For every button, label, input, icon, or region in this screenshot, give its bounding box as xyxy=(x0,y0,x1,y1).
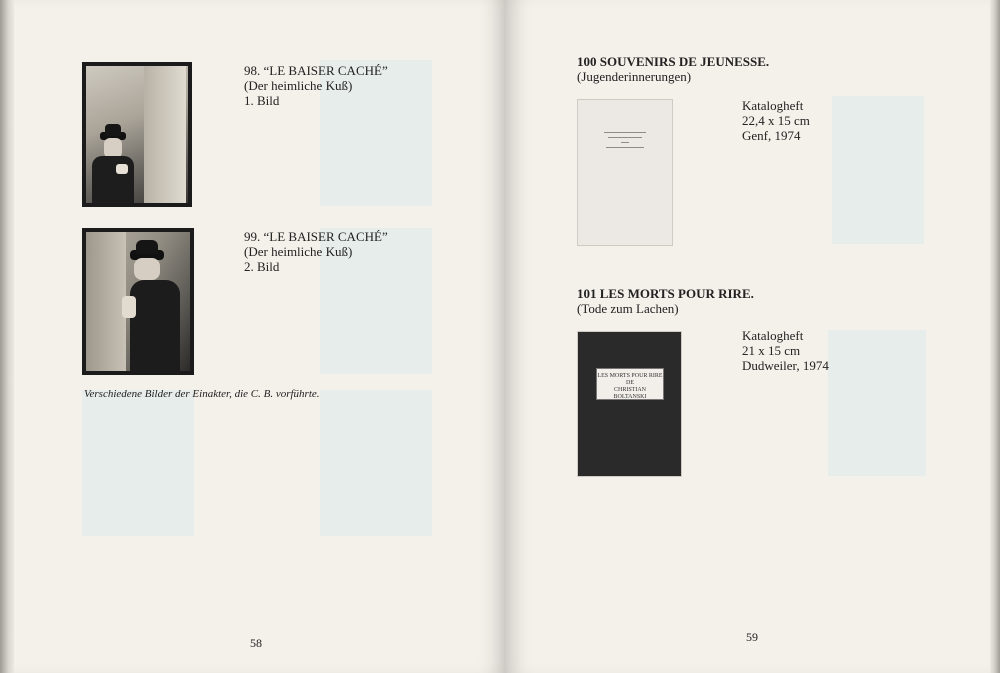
show-through-block xyxy=(82,390,194,536)
right-page xyxy=(506,0,990,673)
left-page xyxy=(14,0,506,673)
cover-text-line xyxy=(608,137,642,138)
cover-label-line-1: LES MORTS POUR RIRE xyxy=(597,373,663,379)
entry-101-size: 21 x 15 cm xyxy=(742,343,801,358)
entry-101-title: 101 LES MORTS POUR RIRE. xyxy=(577,286,754,301)
entry-101-details xyxy=(742,328,829,373)
page-number-right: 59 xyxy=(746,630,758,644)
entry-99-part: 2. Bild xyxy=(244,259,280,274)
booklet-cover-101 xyxy=(578,332,681,476)
cover-label xyxy=(596,368,664,400)
entry-100-details xyxy=(742,98,810,143)
show-through-block xyxy=(828,330,926,476)
page-edge-left xyxy=(0,0,14,673)
entry-98 xyxy=(244,63,388,108)
cover-text-line xyxy=(606,147,644,148)
photo-98 xyxy=(82,62,192,207)
show-through-block xyxy=(320,390,432,536)
cover-label-line-2: DE xyxy=(626,380,634,386)
cover-label-line-3: CHRISTIAN BOLTANSKI xyxy=(613,387,647,400)
entry-100-header xyxy=(577,54,769,84)
show-through-block xyxy=(832,96,924,244)
entry-101-place: Dudweiler, 1974 xyxy=(742,358,829,373)
page-number-left: 58 xyxy=(250,636,262,650)
entry-98-title: 98. “LE BAISER CACHÉ” xyxy=(244,63,388,78)
entry-100-size: 22,4 x 15 cm xyxy=(742,113,810,128)
entry-99 xyxy=(244,229,388,274)
photo-caption: Verschiedene Bilder der Einakter, die C. B. vorführte. xyxy=(84,388,320,400)
photo-99 xyxy=(82,228,194,375)
entry-98-part: 1. Bild xyxy=(244,93,280,108)
entry-100-subtitle: (Jugenderinnerungen) xyxy=(577,69,692,84)
entry-101-format: Katalogheft xyxy=(742,328,804,343)
entry-100-title: 100 SOUVENIRS DE JEUNESSE. xyxy=(577,54,770,69)
entry-99-subtitle: (Der heimliche Kuß) xyxy=(244,244,353,259)
cover-text-line xyxy=(604,132,646,133)
page-edge-right xyxy=(990,0,1000,673)
entry-101-header xyxy=(577,286,754,316)
entry-100-place: Genf, 1974 xyxy=(742,128,801,143)
entry-99-title: 99. “LE BAISER CACHÉ” xyxy=(244,229,388,244)
cover-text-line xyxy=(621,142,629,143)
entry-100-format: Katalogheft xyxy=(742,98,804,113)
entry-101-subtitle: (Tode zum Lachen) xyxy=(577,301,679,316)
entry-98-subtitle: (Der heimliche Kuß) xyxy=(244,78,353,93)
booklet-cover-100 xyxy=(578,100,672,245)
